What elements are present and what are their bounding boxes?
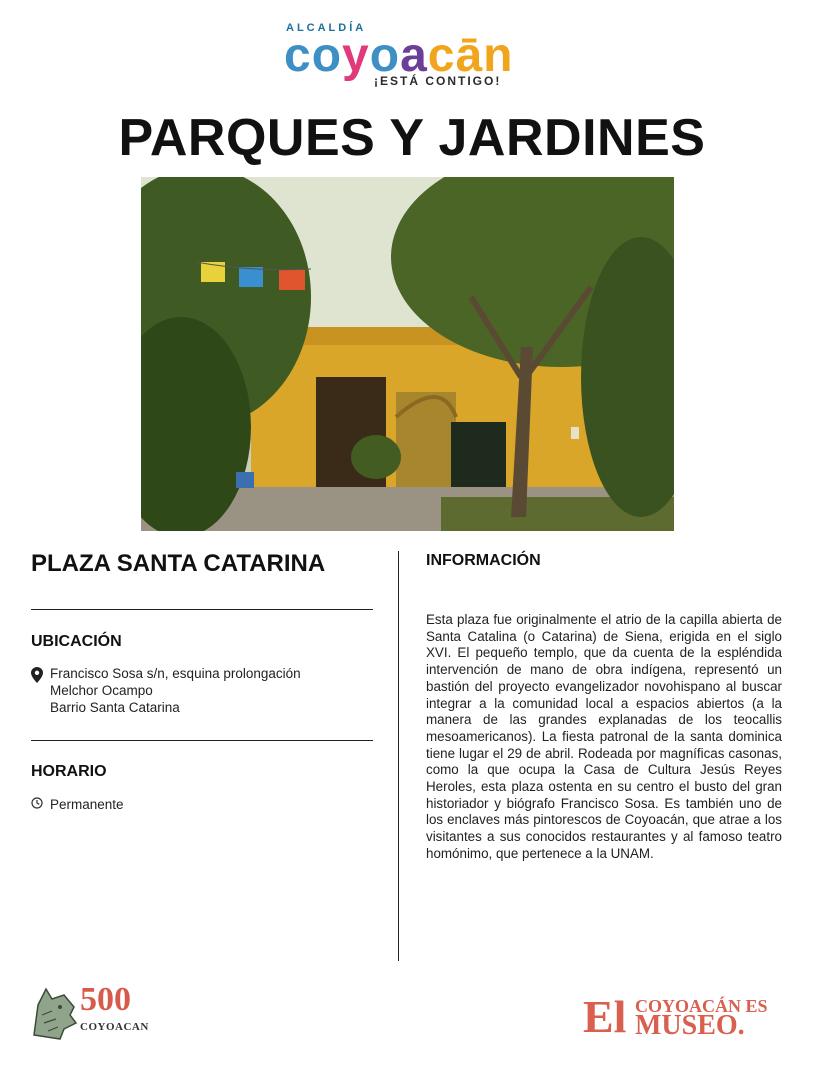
- ubicacion-heading: UBICACIÓN: [31, 633, 122, 650]
- address-line: Melchor Ocampo: [50, 683, 153, 698]
- column-divider: [398, 551, 399, 961]
- informacion-body: Esta plaza fue originalmente el atrio de la capilla abierta de Santa Catalina (o Catarina) de Siena, erigida en el siglo XVI. El pequeño templo, que da cuenta de la espléndida intervención de mano de obra indígena, representó un bastión del proyecto evangelizador novohispano al buscar integrar a la comunidad local a espacios abiertos (a la manera de las grandes explanadas de los teocallis mesoamericanos). La fiesta patronal de la santa dominica tiene lugar el 29 de abril. Rodeada por magníficas casonas, como la que ocupa la Casa de Cultura Jesús Reyes Heroles, esta plaza ostenta en su centro el busto del gran historiador y biógrafo Francisco Sosa. Es también uno de los enclaves más pintorescos de Coyoacán, que atrae a los visitantes a sus conocidos restaurantes y al famoso teatro homónimo, que pertenece a la UNAM.: [426, 612, 782, 861]
- logo-letter: o: [369, 29, 401, 82]
- horario-heading: HORARIO: [31, 763, 107, 780]
- logo-letter: y: [342, 29, 370, 82]
- museo-el-text: El: [583, 991, 627, 1042]
- horario-value: Permanente: [50, 797, 124, 812]
- coyoacan-logo: [284, 22, 534, 90]
- place-name: PLAZA SANTA CATARINA: [31, 550, 326, 577]
- museo-bottom-text: MUSEO.: [635, 1010, 745, 1041]
- informacion-heading: INFORMACIÓN: [426, 552, 541, 569]
- ubicacion-address: [50, 665, 301, 716]
- logo-letter: c: [427, 29, 456, 82]
- logo-letter: ā: [455, 29, 484, 82]
- coyoacan-es-museo-logo: [583, 992, 793, 1044]
- clock-icon: [31, 797, 43, 809]
- logo-letter: n: [483, 29, 514, 82]
- logo-alcaldia-text: ALCALDÍA: [286, 22, 367, 34]
- logo-letter: c: [284, 29, 312, 82]
- divider: [31, 609, 373, 610]
- divider: [31, 740, 373, 741]
- logo500-text: COYOACAN: [80, 1021, 149, 1033]
- plaza-illustration: [141, 177, 674, 531]
- logo500-number: 500: [80, 981, 131, 1018]
- logo-slogan: ¡ESTÁ CONTIGO!: [374, 74, 502, 88]
- address-line: Barrio Santa Catarina: [50, 700, 180, 715]
- logo-letter: a: [400, 29, 428, 82]
- museo-top-text: COYOACÁN ES: [635, 996, 768, 1016]
- coyoacan-500-logo: [30, 981, 149, 1041]
- address-line: Francisco Sosa s/n, esquina prolongación: [50, 666, 301, 681]
- plaza-photo: [141, 177, 674, 531]
- coyote-head-icon: [30, 985, 78, 1041]
- page-title: PARQUES Y JARDINES: [118, 109, 706, 167]
- location-pin-icon: [31, 667, 43, 683]
- logo-letter: o: [311, 29, 343, 82]
